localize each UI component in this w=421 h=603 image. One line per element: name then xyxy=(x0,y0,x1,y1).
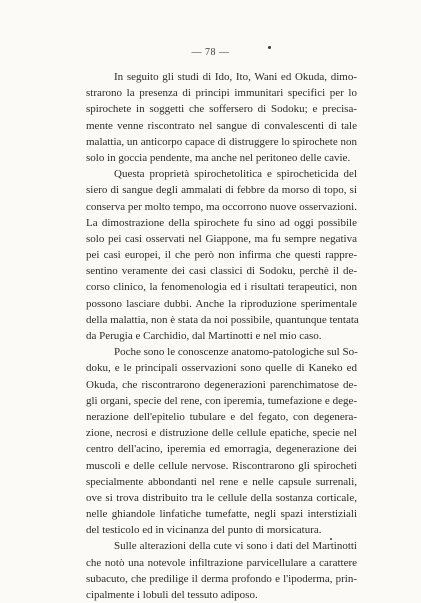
text-line: Sulle alterazioni della cute vi sono i dati del Martinotti xyxy=(114,540,357,553)
text-line: da Perugia e Carchidio, dal Martinotti e nel mio caso. xyxy=(86,330,322,342)
text-line: doku, e le principali osservazioni sono quelle di Kaneko ed xyxy=(86,362,357,375)
text-line: nelle ghiandole linfatiche tumefatte, negli spazi interstiziali xyxy=(86,508,357,521)
text-line: La dimostrazione della spirochete fu sino ad oggi possibile xyxy=(86,216,357,229)
text-line: Poche sono le conoscenze anatomo-patologiche sul So- xyxy=(114,346,358,359)
text-line: pei casi europei, il che però non infirma che questi rappre- xyxy=(86,249,357,262)
text-line: malattia, un anticorpo capace di distruggere lo spirochete non xyxy=(86,135,357,148)
text-line: cipalmente i lobuli del tessuto adiposo. xyxy=(86,589,258,601)
text-line: ove si trova distribuito tra le cellule della sostanza corticale, xyxy=(86,491,357,504)
text-line: centro dell'acino, iperemia ed emorragia, degenerazione dei xyxy=(86,443,357,456)
text-line: In seguito gli studi di Ido, Ito, Wani ed Okuda, dimo- xyxy=(114,71,357,83)
text-line: strarono la presenza di principi immunitari specifici per lo xyxy=(86,87,357,100)
text-line: della malattia, non è stata da noi possibile, quantunque tentata xyxy=(86,313,359,326)
text-line: solo in goccia pendente, ma anche nel peritoneo delle cavie. xyxy=(86,151,351,164)
text-line: conserva per molto tempo, ma occorrono nuove osservazioni. xyxy=(86,200,357,213)
text-line: zione, necrosi e distruzione delle cellule epatiche, specie nel xyxy=(86,427,357,440)
text-line: corso clinico, la fenomenologia ed i risultati terapeutici, non xyxy=(86,281,357,294)
page-number: — 78 — xyxy=(191,47,230,58)
body-text xyxy=(86,69,357,603)
text-line: Okuda, che riscontrarono degenerazioni parenchimatose de- xyxy=(86,378,357,391)
text-line: spirochete in soggetti che soffersero di Sodoku; e precisa- xyxy=(86,103,357,116)
text-line: solo pei casi osservati nel Giappone, ma fu sempre negativa xyxy=(86,232,357,245)
text-line: nerazione dell'epitelio tubulare e del fegato, con degenera- xyxy=(86,410,357,423)
text-line: gli organi, specie del rene, con iperemia, tumefazione e dege- xyxy=(86,394,357,407)
text-line: specialmente abbondanti nel rene e nelle capsule surrenali, xyxy=(86,475,357,488)
text-line: muscoli e delle cellule nervose. Riscontrarono gli spirocheti xyxy=(86,459,357,472)
text-line: subacuto, che predilige il derma profondo e l'ipoderma, prin- xyxy=(86,572,357,585)
text-line: possono lasciare dubbi. Anche la riproduzione sperimentale xyxy=(86,297,357,310)
text-line: mente venne riscontrato nel sangue di convalescenti di tale xyxy=(86,119,357,132)
text-line: sentino veramente dei casi classici di Sodoku, perchè il de- xyxy=(86,265,357,278)
text-line: Questa proprietà spirochetolitica e spirocheticida del xyxy=(114,168,357,181)
ink-speck xyxy=(268,46,271,49)
text-line: siero di sangue degli ammalati di febbre da morso di topo, si xyxy=(86,184,357,197)
text-line: che notò una notevole infiltrazione parvicellulare a carattere xyxy=(86,556,357,569)
text-line: del testicolo ed in vicinanza del punto di morsicatura. xyxy=(86,524,322,537)
